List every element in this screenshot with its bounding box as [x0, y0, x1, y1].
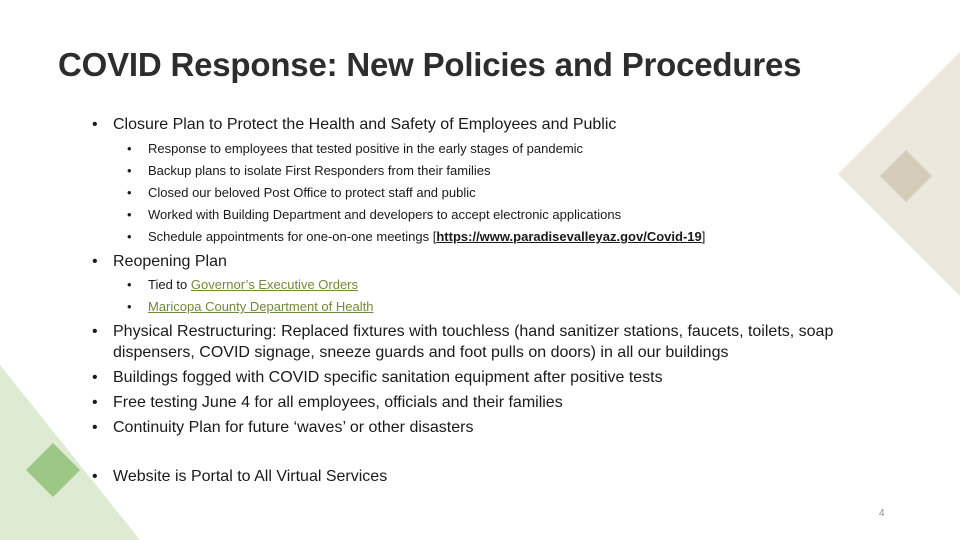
bullet-physical-restructuring: • Physical Restructuring: Replaced fixtures with touchless (hand sanitizer stations, faucets, toilets, soap dispensers, COVID signage, sneeze guards and foot pulls on doors) in all our buildings: [92, 321, 872, 363]
reopening-item-governor: [127, 274, 872, 296]
reopening-plan-heading: • Reopening Plan: [92, 251, 872, 272]
closure-item-appointments: [127, 226, 872, 248]
closure-item: • Closed our beloved Post Office to protect staff and public: [127, 182, 872, 204]
closure-item: • Backup plans to isolate First Responders from their families: [127, 160, 872, 182]
governors-executive-orders-link[interactable]: Governor’s Executive Orders: [190, 277, 359, 292]
bullet-website-portal: • Website is Portal to All Virtual Services: [92, 466, 872, 487]
slide-content: [92, 114, 872, 487]
appointments-suffix: ]: [701, 229, 706, 244]
page-number: 4: [879, 508, 885, 519]
appointments-text: Schedule appointments for one-on-one meetings [: [148, 229, 437, 244]
covid-19-page-link[interactable]: https://www.paradisevalleyaz.gov/Covid-19: [436, 229, 702, 244]
closure-item: • Worked with Building Department and developers to accept electronic applications: [127, 204, 872, 226]
reopening-item-maricopa: [127, 296, 872, 318]
closure-item: • Response to employees that tested positive in the early stages of pandemic: [127, 138, 872, 160]
slide-title: COVID Response: New Policies and Procedures: [58, 46, 802, 83]
maricopa-county-health-link[interactable]: Maricopa County Department of Health: [148, 299, 374, 314]
closure-plan-heading: • Closure Plan to Protect the Health and Safety of Employees and Public: [92, 114, 872, 135]
bullet-fogging: • Buildings fogged with COVID specific sanitation equipment after positive tests: [92, 367, 872, 388]
bullet-free-testing: • Free testing June 4 for all employees, officials and their families: [92, 392, 872, 413]
bullet-continuity-plan: • Continuity Plan for future ‘waves’ or other disasters: [92, 417, 872, 438]
tied-to-text: Tied to: [148, 277, 191, 292]
